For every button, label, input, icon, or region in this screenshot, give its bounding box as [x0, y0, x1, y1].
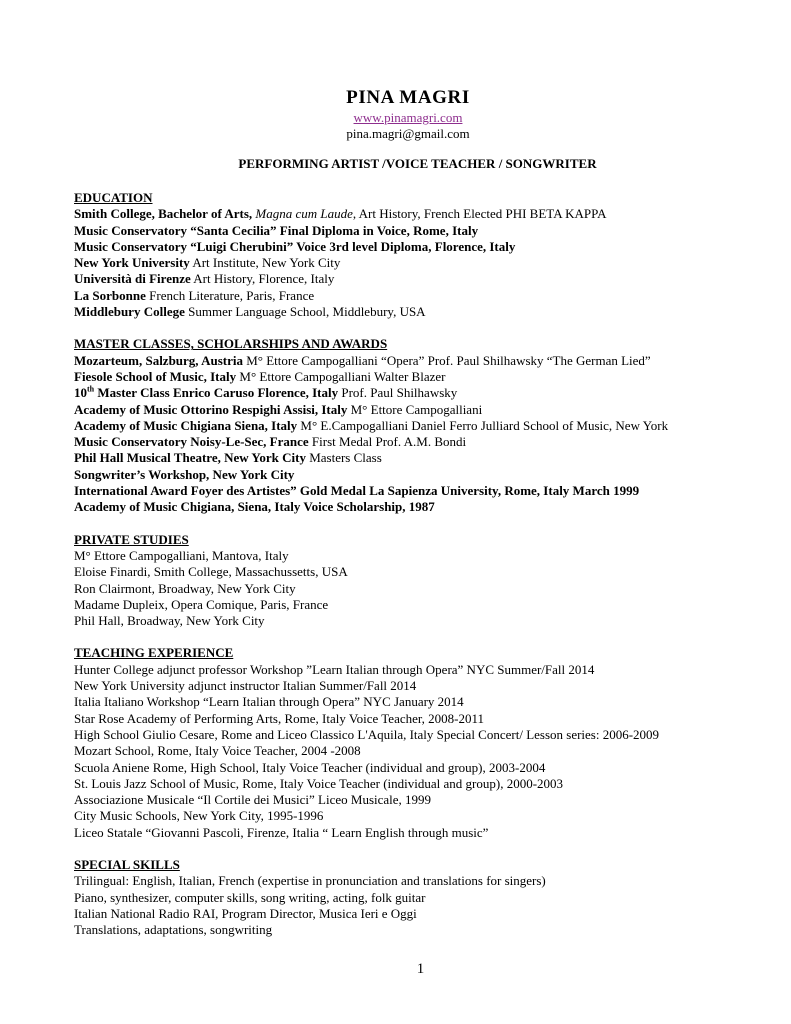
entry-detail: First Medal Prof. A.M. Bondi: [308, 434, 467, 450]
private-studies-title: PRIVATE STUDIES: [74, 531, 189, 547]
entry-detail: M° Ettore Campogalliani: [347, 401, 483, 417]
education-section: [74, 190, 754, 320]
award-entry: [74, 385, 754, 401]
teaching-item: City Music Schools, New York City, 1995-1996: [74, 808, 324, 824]
award-entry: [74, 369, 754, 385]
entry-detail: , Art History, French Elected PHI BETA KAPPA: [352, 206, 607, 222]
entry-institution: Academy of Music Chigiana Siena, Italy: [74, 417, 298, 433]
education-entry: Music Conservatory “Santa Cecilia” Final Diploma in Voice, Rome, Italy: [74, 222, 479, 238]
teaching-section: [74, 645, 754, 841]
entry-detail: Summer Language School, Middlebury, USA: [184, 304, 426, 320]
private-study-item: M° Ettore Campogalliani, Mantova, Italy: [74, 547, 289, 563]
education-entry: [74, 255, 754, 271]
award-entry: [74, 353, 754, 369]
teaching-item: Star Rose Academy of Performing Arts, Rome, Italy Voice Teacher, 2008-2011: [74, 710, 485, 726]
teaching-item: Hunter College adjunct professor Workshop ”Learn Italian through Opera” NYC Summer/Fall 2014: [74, 661, 595, 677]
teaching-item: St. Louis Jazz School of Music, Rome, Italy Voice Teacher (individual and group), 2000-2003: [74, 775, 564, 791]
award-entry: Academy of Music Chigiana, Siena, Italy Voice Scholarship, 1987: [74, 499, 435, 515]
resume-header: [0, 86, 791, 142]
award-entry: International Award Foyer des Artistes” Gold Medal La Sapienza University, Rome, Italy March 1999: [74, 483, 640, 499]
education-entry: [74, 271, 754, 287]
website-link[interactable]: www.pinamagri.com: [353, 110, 463, 125]
award-entry: [74, 402, 754, 418]
entry-institution: New York University: [74, 255, 190, 271]
entry-ordinal-suffix: th: [87, 384, 95, 394]
entry-detail: Masters Class: [305, 450, 382, 466]
skill-item: Translations, adaptations, songwriting: [74, 922, 273, 938]
entry-institution: Master Class Enrico Caruso Florence, Italy: [94, 385, 339, 401]
teaching-title: TEACHING EXPERIENCE: [74, 645, 234, 661]
resume-body: [74, 190, 754, 938]
entry-detail: Art History, Florence, Italy: [190, 271, 335, 287]
award-entry: [74, 434, 754, 450]
entry-detail: Art Institute, New York City: [189, 255, 341, 271]
entry-detail: Prof. Paul Shilhawsky: [338, 385, 458, 401]
teaching-item: High School Giulio Cesare, Rome and Liceo Classico L'Aquila, Italy Special Concert/ Lesson series: 2006-2009: [74, 726, 660, 742]
entry-institution: Fiesole School of Music, Italy: [74, 368, 237, 384]
entry-ordinal: 10: [74, 385, 87, 401]
entry-institution: Mozarteum, Salzburg, Austria: [74, 352, 243, 368]
education-entry: [74, 304, 754, 320]
page-number: 1: [416, 961, 425, 977]
private-study-item: Madame Dupleix, Opera Comique, Paris, France: [74, 596, 329, 612]
award-entry: Songwriter’s Workshop, New York City: [74, 466, 295, 482]
skills-section: [74, 857, 754, 938]
entry-institution: Università di Firenze: [74, 271, 191, 287]
email-address: pina.magri@gmail.com: [346, 126, 470, 141]
entry-institution: Music Conservatory Noisy-Le-Sec, France: [74, 434, 309, 450]
skill-item: Piano, synthesizer, computer skills, song writing, acting, folk guitar: [74, 889, 426, 905]
private-study-item: Eloise Finardi, Smith College, Massachussetts, USA: [74, 564, 348, 580]
entry-detail: M° Ettore Campogalliani Walter Blazer: [236, 368, 446, 384]
entry-honors: Magna cum Laude: [255, 206, 353, 222]
education-entry: [74, 206, 754, 222]
entry-detail: French Literature, Paris, France: [145, 287, 315, 303]
entry-institution: Middlebury College: [74, 304, 185, 320]
award-entry: [74, 450, 754, 466]
entry-detail: M° Ettore Campogalliani “Opera” Prof. Paul Shilhawsky “The German Lied”: [242, 352, 651, 368]
award-entry: [74, 418, 754, 434]
education-entry: Music Conservatory “Luigi Cherubini” Voice 3rd level Diploma, Florence, Italy: [74, 238, 516, 254]
entry-institution: Academy of Music Ottorino Respighi Assisi, Italy: [74, 401, 348, 417]
entry-institution: Smith College, Bachelor of Arts,: [74, 206, 253, 222]
education-entry: [74, 288, 754, 304]
private-studies-section: [74, 532, 754, 630]
entry-detail: M° E.Campogalliani Daniel Ferro Julliard School of Music, New York: [297, 417, 669, 433]
skills-title: SPECIAL SKILLS: [74, 856, 180, 872]
skill-item: Trilingual: English, Italian, French (expertise in pronunciation and translations for singers): [74, 873, 546, 889]
teaching-item: Italia Italiano Workshop “Learn Italian through Opera” NYC January 2014: [74, 694, 464, 710]
master-classes-title: MASTER CLASSES, SCHOLARSHIPS AND AWARDS: [74, 336, 388, 352]
entry-institution: Phil Hall Musical Theatre, New York City: [74, 450, 306, 466]
education-title: EDUCATION: [74, 190, 153, 205]
private-study-item: Phil Hall, Broadway, New York City: [74, 613, 265, 629]
teaching-item: Mozart School, Rome, Italy Voice Teacher, 2004 -2008: [74, 743, 361, 759]
master-classes-section: [74, 336, 754, 515]
person-name: PINA MAGRI: [346, 87, 470, 108]
entry-institution: La Sorbonne: [74, 287, 146, 303]
teaching-item: Liceo Statale “Giovanni Pascoli, Firenze, Italia “ Learn English through music”: [74, 824, 489, 840]
professional-tagline: PERFORMING ARTIST /VOICE TEACHER / SONGWRITER: [238, 156, 597, 171]
teaching-item: New York University adjunct instructor Italian Summer/Fall 2014: [74, 678, 417, 694]
skill-item: Italian National Radio RAI, Program Director, Musica Ieri e Oggi: [74, 905, 417, 921]
teaching-item: Scuola Aniene Rome, High School, Italy Voice Teacher (individual and group), 2003-2004: [74, 759, 546, 775]
private-study-item: Ron Clairmont, Broadway, New York City: [74, 580, 296, 596]
teaching-item: Associazione Musicale “Il Cortile dei Musici” Liceo Musicale, 1999: [74, 792, 432, 808]
